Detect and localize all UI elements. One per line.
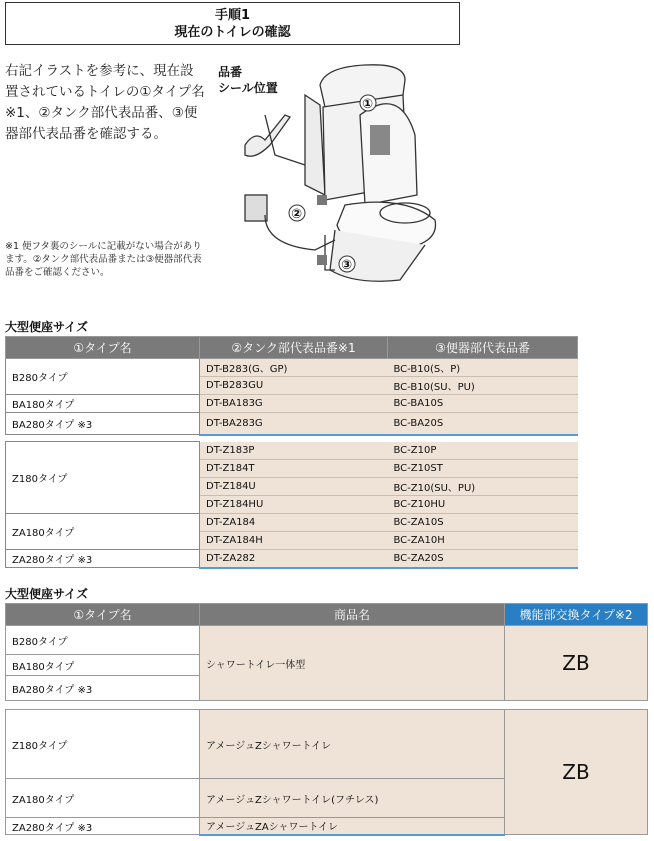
t1-type: ZA180タイプ: [6, 513, 200, 549]
t1-bowl: BC-B10(S、P): [388, 359, 578, 377]
footnote-mark: ※1: [5, 241, 20, 252]
t1-type: BA280タイプ ※3: [6, 413, 200, 435]
t1-tank: DT-Z183P: [200, 442, 388, 460]
t2-type: BA180タイプ: [6, 655, 200, 676]
table2-title: 大型便座サイズ: [5, 587, 89, 601]
t1-bowl: BC-Z10HU: [388, 495, 578, 513]
t2-product: アメージュZAシャワートイレ: [200, 818, 505, 835]
t2-product: アメージュZシャワートイレ: [200, 710, 505, 779]
t1-bowl: BC-B10(SU、PU): [388, 377, 578, 395]
t1-type: Z180タイプ: [6, 442, 200, 514]
table2: [5, 603, 648, 836]
label-line2: シール位置: [218, 81, 278, 95]
t2-exchange: ZB: [505, 710, 648, 835]
t1-type: BA180タイプ: [6, 395, 200, 413]
step-title: 現在のトイレの確認: [174, 25, 291, 40]
t1-bowl: BC-ZA10S: [388, 513, 578, 531]
t1-tank: DT-Z184U: [200, 477, 388, 495]
t2-type: ZA180タイプ: [6, 779, 200, 818]
t1-bowl: BC-Z10P: [388, 442, 578, 460]
t1-bowl: BC-Z10ST: [388, 459, 578, 477]
t2-type: Z180タイプ: [6, 710, 200, 779]
t1-tank: DT-B283(G、GP): [200, 359, 388, 377]
t1-tank: DT-ZA184: [200, 513, 388, 531]
t1-bowl: BC-ZA20S: [388, 549, 578, 568]
t2-header-type: ①タイプ名: [6, 604, 200, 626]
step-number: 手順1: [214, 8, 251, 23]
t2-type: ZA280タイプ ※3: [6, 818, 200, 835]
step-header: [5, 2, 460, 45]
t2-exchange: ZB: [505, 626, 648, 701]
t1-tank: DT-ZA282: [200, 549, 388, 568]
t1-tank: DT-B283GU: [200, 377, 388, 395]
t1-tank: DT-Z184T: [200, 459, 388, 477]
t2-product: シャワートイレ一体型: [200, 626, 505, 701]
t2-header-exchange: 機能部交換タイプ※2: [505, 604, 648, 626]
t2-product: アメージュZシャワートイレ(フチレス): [200, 779, 505, 818]
table1: [5, 336, 578, 569]
t2-type: B280タイプ: [6, 626, 200, 655]
footnote-text: 便フタ裏のシールに記載がない場合があります。②タンク部代表品番または③便器部代表品番をご確認ください。: [5, 241, 202, 278]
t1-tank: DT-BA183G: [200, 395, 388, 413]
t1-bowl: BC-ZA10H: [388, 531, 578, 549]
table1-title: 大型便座サイズ: [5, 320, 89, 334]
footnote: [5, 240, 205, 279]
marker-1: ①: [362, 97, 374, 112]
t1-tank: DT-Z184HU: [200, 495, 388, 513]
toilet-illustration: [225, 55, 465, 305]
label-line1: 品番: [218, 65, 243, 79]
t1-bowl: BC-Z10(SU、PU): [388, 477, 578, 495]
t1-header-bowl: ③便器部代表品番: [388, 337, 578, 359]
t1-bowl: BC-BA20S: [388, 413, 578, 435]
t1-bowl: BC-BA10S: [388, 395, 578, 413]
t1-tank: DT-BA283G: [200, 413, 388, 435]
intro-text: 右記イラストを参考に、現在設置されているトイレの①タイプ名※1、②タンク部代表品番、③便器部代表品番を確認する。: [5, 63, 205, 142]
marker-2: ②: [291, 207, 303, 222]
marker-3: ③: [341, 258, 353, 273]
t1-type: B280タイプ: [6, 359, 200, 395]
t1-type: ZA280タイプ ※3: [6, 549, 200, 568]
t1-tank: DT-ZA184H: [200, 531, 388, 549]
t1-header-tank: ②タンク部代表品番※1: [200, 337, 388, 359]
t1-header-type: ①タイプ名: [6, 337, 200, 359]
t2-type: BA280タイプ ※3: [6, 676, 200, 701]
t2-header-product: 商品名: [200, 604, 505, 626]
